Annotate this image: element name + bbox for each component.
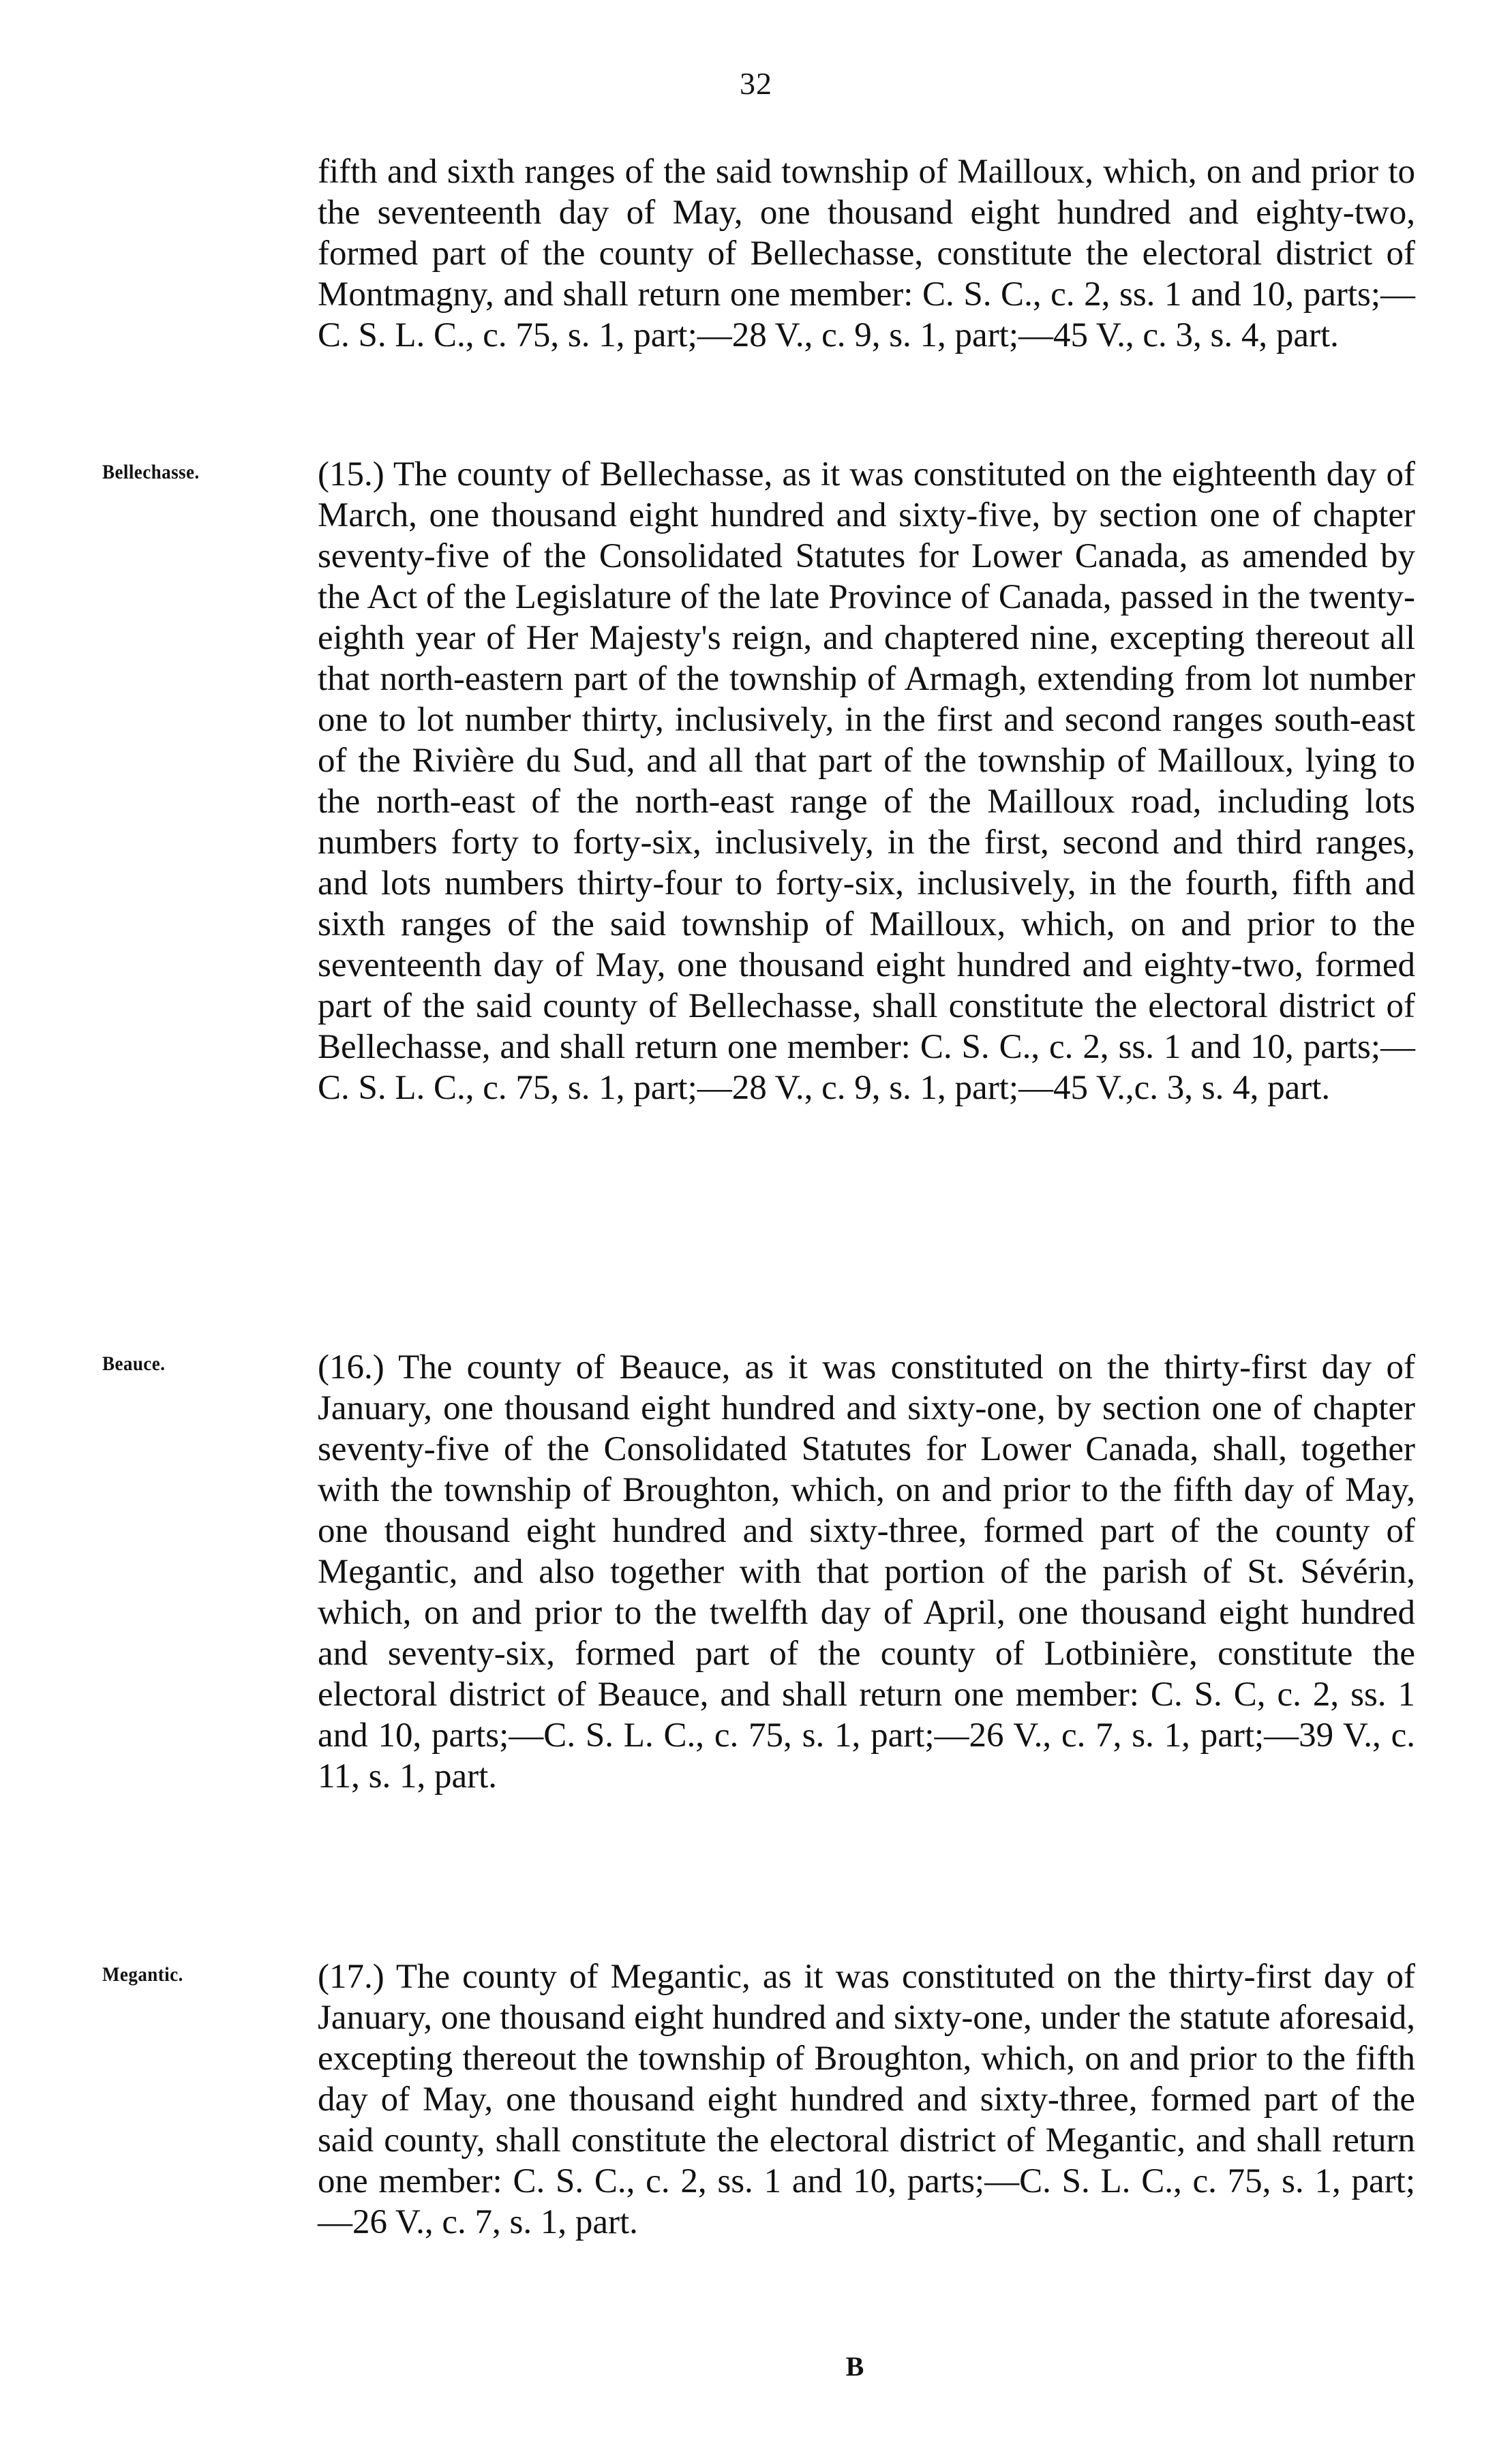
section-paragraph-montmagny-continued xyxy=(318,151,1415,356)
paragraph-text: (15.) The county of Bellechasse, as it was constituted on the eighteenth day of March, one thousand eight hundred and sixty-five, by section one of chapter seventy-five of the Consolidated Statutes for Lower Canada, as amended by the Act of the Legislature of the late Province of Canada, passed in the twenty-eighth year of Her Majesty's reign, and chaptered nine, excepting thereout all that north-eastern part of the township of Armagh, extending from lot number one to lot number thirty, inclusively, in the first and second ranges south-east of the Rivière du Sud, and all that part of the township of Mailloux, lying to the north-east of the north-east range of the Mailloux road, including lots numbers forty to forty-six, inclusively, in the first, second and third ranges, and lots numbers thirty-four to forty-six, inclusively, in the fourth, fifth and sixth ranges of the said township of Mailloux, which, on and prior to the seventeenth day of May, one thousand eight hundred and eighty-two, formed part of the said county of Bellechasse, shall constitute the electoral district of Bellechasse, and shall return one member: xyxy=(318,455,1415,1066)
signature-mark: B xyxy=(845,2351,864,2382)
margin-note-megantic: Megantic. xyxy=(102,1963,183,1986)
statute-citation: C. S. C, c. 2, ss. 1 and 10, parts;—C. S. L. C., c. 75, s. 1, part;—26 V., c. 7, s. 1, part;—39 V., c. 11, s. 1, part. xyxy=(318,1676,1416,1796)
section-paragraph-beauce xyxy=(318,1347,1415,1797)
statute-citation: C. S. C., c. 2, ss. 1 and 10, parts;—C. S. L. C., c. 75, s. 1, part;—28 V., c. 9, s. 1, part;—45 V., c. 3, s. 4, part. xyxy=(318,275,1416,354)
statute-citation: C. S. C., c. 2, ss. 1 and 10, parts;—C. S. L. C., c. 75, s. 1, part; —26 V., c. 7, s. 1, part. xyxy=(318,2162,1416,2241)
margin-note-beauce: Beauce. xyxy=(102,1352,166,1375)
section-paragraph-bellechasse xyxy=(318,454,1415,1108)
section-paragraph-megantic xyxy=(318,1956,1415,2243)
statute-citation: C. S. C., c. 2, ss. 1 and 10, parts;—C. S. L. C., c. 75, s. 1, part;—28 V., c. 9, s. 1, part;—45 V.,c. 3, s. 4, part. xyxy=(318,1028,1416,1107)
paragraph-text: (17.) The county of Megantic, as it was constituted on the thirty-first day of January, one thousand eight hundred and sixty-one, under the statute aforesaid, excepting thereout the township of Broughton, which, on and prior to the fifth day of May, one thousand eight hundred and sixty-three, formed part of the said county, shall constitute the electoral district of Megantic, and shall return one member: xyxy=(318,1958,1415,2200)
paragraph-text: (16.) The county of Beauce, as it was constituted on the thirty-first day of January, one thousand eight hundred and sixty-one, by section one of chapter seventy-five of the Consolidated Statutes for Lower Canada, shall, together with the township of Broughton, which, on and prior to the fifth day of May, one thousand eight hundred and sixty-three, formed part of the county of Megantic, and also together with that portion of the parish of St. Sévérin, which, on and prior to the twelfth day of April, one thousand eight hundred and seventy-six, formed part of the county of Lotbinière, constitute the electoral district of Beauce, and shall return one member: xyxy=(318,1348,1415,1714)
paragraph-text: fifth and sixth ranges of the said township of Mailloux, which, on and prior to the seventeenth day of May, one thousand eight hundred and eighty-two, formed part of the county of Bellechasse, constitute the electoral district of Montmagny, and shall return one member: xyxy=(318,153,1415,314)
margin-note-bellechasse: Bellechasse. xyxy=(102,461,200,483)
page-number: 32 xyxy=(740,66,772,101)
